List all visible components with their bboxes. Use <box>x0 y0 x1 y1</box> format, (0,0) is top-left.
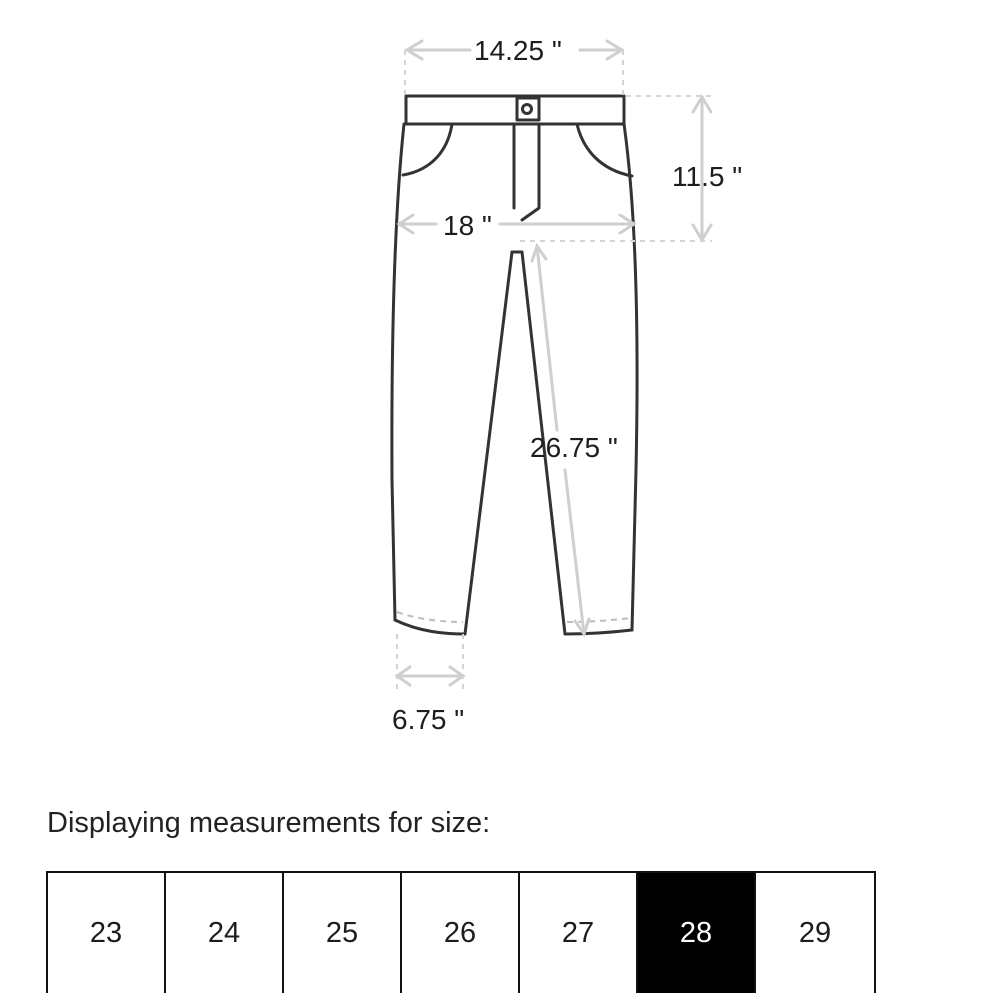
size-option-29[interactable]: 29 <box>756 873 874 993</box>
size-selector <box>46 871 876 993</box>
left-pocket <box>403 124 452 175</box>
leg-opening-measurement: 6.75 " <box>392 704 465 735</box>
outer-left-seam <box>392 124 404 620</box>
fly-stitch <box>514 124 539 220</box>
pants-outline <box>392 96 637 634</box>
size-option-27[interactable]: 27 <box>520 873 638 993</box>
waistband <box>406 96 624 124</box>
size-option-28[interactable]: 28 <box>638 873 756 993</box>
rise-measurement: 11.5 " <box>672 161 743 192</box>
right-hem <box>565 630 632 634</box>
waistband-tab <box>517 98 539 120</box>
size-option-26[interactable]: 26 <box>402 873 520 993</box>
outer-right-seam <box>624 124 637 630</box>
size-option-23[interactable]: 23 <box>48 873 166 993</box>
inseam-measurement: 26.75 " <box>530 432 618 463</box>
size-caption: Displaying measurements for size: <box>47 807 491 839</box>
size-option-25[interactable]: 25 <box>284 873 402 993</box>
size-option-24[interactable]: 24 <box>166 873 284 993</box>
waist-measurement: 14.25 " <box>474 35 562 66</box>
dimension-lines <box>397 41 711 685</box>
inner-left-seam <box>465 252 512 634</box>
hip-measurement: 18 " <box>443 210 492 241</box>
